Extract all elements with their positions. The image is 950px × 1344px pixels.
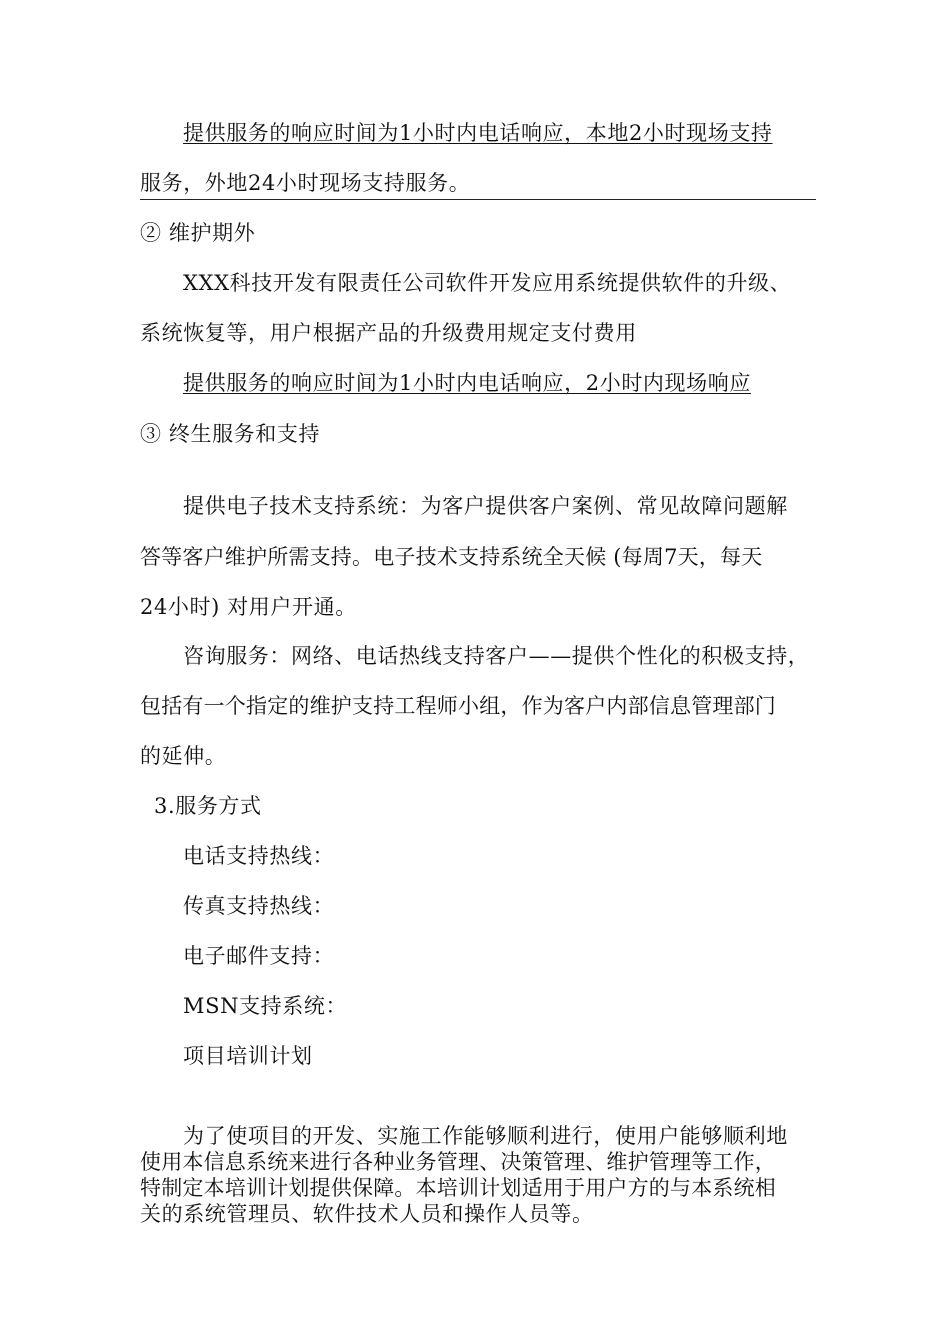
- training-plan-title: 项目培训计划: [183, 1044, 313, 1068]
- para3-line1: 提供电子技术支持系统：为客户提供客户案例、常见故障问题解: [183, 494, 788, 518]
- para4-line1: 咨询服务：网络、电话热线支持客户——提供个性化的积极支持，: [183, 644, 810, 668]
- service-item-email: 电子邮件支持：: [183, 944, 335, 968]
- para4-line2: 包括有一个指定的维护支持工程师小组，作为客户内部信息管理部门: [140, 694, 776, 718]
- para1-line2: 服务，外地24小时现场支持服务。: [140, 171, 471, 195]
- para5-line4: 关的系统管理员、软件技术人员和操作人员等。: [140, 1202, 594, 1226]
- horizontal-rule: [140, 199, 816, 200]
- para2-line2: 系统恢复等，用户根据产品的升级费用规定支付费用: [140, 321, 637, 345]
- para2-line3: 提供服务的响应时间为1小时内电话响应，2小时内现场响应: [183, 371, 751, 395]
- service-item-phone: 电话支持热线：: [183, 844, 335, 868]
- para3-line2: 答等客户维护所需支持。电子技术支持系统全天候 (每周7天，每天: [140, 545, 763, 569]
- para1-line1: 提供服务的响应时间为1小时内电话响应，本地2小时现场支持: [183, 121, 773, 145]
- heading-maintenance-outside: ② 维护期外: [140, 221, 256, 245]
- section-title-service-method: 3.服务方式: [154, 794, 262, 818]
- para5-line3: 特制定本培训计划提供保障。本培训计划适用于用户方的与本系统相: [140, 1176, 776, 1200]
- para2-line1: XXX科技开发有限责任公司软件开发应用系统提供软件的升级、: [183, 271, 792, 295]
- heading-lifetime-support: ③ 终生服务和支持: [140, 422, 321, 446]
- para5-line1: 为了使项目的开发、实施工作能够顺利进行，使用户能够顺利地: [183, 1124, 788, 1148]
- para5-line2: 使用本信息系统来进行各种业务管理、决策管理、维护管理等工作，: [140, 1150, 776, 1174]
- para3-line3: 24小时) 对用户开通。: [140, 595, 357, 619]
- para4-line3: 的延伸。: [140, 744, 227, 768]
- service-item-msn: MSN支持系统：: [183, 994, 348, 1018]
- service-item-fax: 传真支持热线：: [183, 894, 335, 918]
